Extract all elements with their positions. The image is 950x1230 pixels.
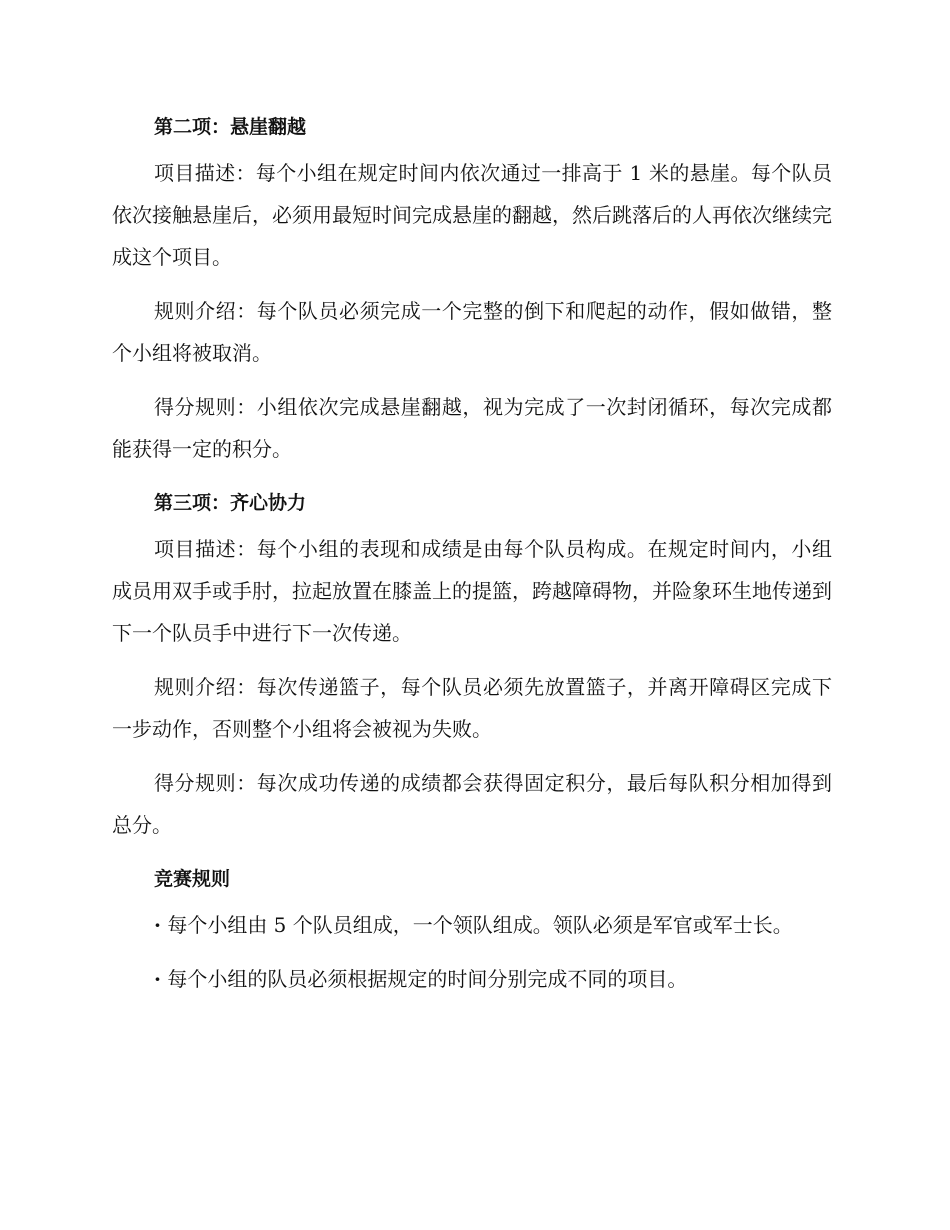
paragraph-teamwork-rules: 规则介绍：每次传递篮子，每个队员必须先放置篮子，并离开障碍区完成下一步动作，否则整个小组将会被视为失败。 xyxy=(112,675,832,741)
paragraph-cliff-rules: 规则介绍：每个队员必须完成一个完整的倒下和爬起的动作，假如做错，整个小组将被取消。 xyxy=(112,299,832,365)
bullet-text: 每个小组由 5 个队员组成，一个领队组成。领队必须是军官或军士长。 xyxy=(167,913,793,937)
document-body xyxy=(112,106,832,1012)
paragraph-cliff-description: 项目描述：每个小组在规定时间内依次通过一排高于 1 米的悬崖。每个队员依次接触悬崖后，必须用最短时间完成悬崖的翻越，然后跳落后的人再依次继续完成这个项目。 xyxy=(112,161,832,269)
paragraph-teamwork-scoring: 得分规则：每次成功传递的成绩都会获得固定积分，最后每队积分相加得到总分。 xyxy=(112,771,832,837)
section-heading-cliff-climb: 第二项：悬崖翻越 xyxy=(154,116,307,138)
bullet-item-team-composition xyxy=(112,904,832,946)
paragraph-teamwork-description: 项目描述：每个小组的表现和成绩是由每个队员构成。在规定时间内，小组成员用双手或手肘，拉起放置在膝盖上的提篮，跨越障碍物，并险象环生地传递到下一个队员手中进行下一次传递。 xyxy=(112,537,832,645)
bullet-item-time-schedule xyxy=(112,958,832,1000)
section-heading-teamwork: 第三项：齐心协力 xyxy=(154,492,307,514)
section-heading-competition-rules: 竞赛规则 xyxy=(154,868,231,890)
bullet-dot-icon: · xyxy=(154,967,161,991)
bullet-dot-icon: · xyxy=(154,913,161,937)
bullet-text: 每个小组的队员必须根据规定的时间分别完成不同的项目。 xyxy=(167,967,688,991)
paragraph-cliff-scoring: 得分规则：小组依次完成悬崖翻越，视为完成了一次封闭循环，每次完成都能获得一定的积分。 xyxy=(112,395,832,461)
